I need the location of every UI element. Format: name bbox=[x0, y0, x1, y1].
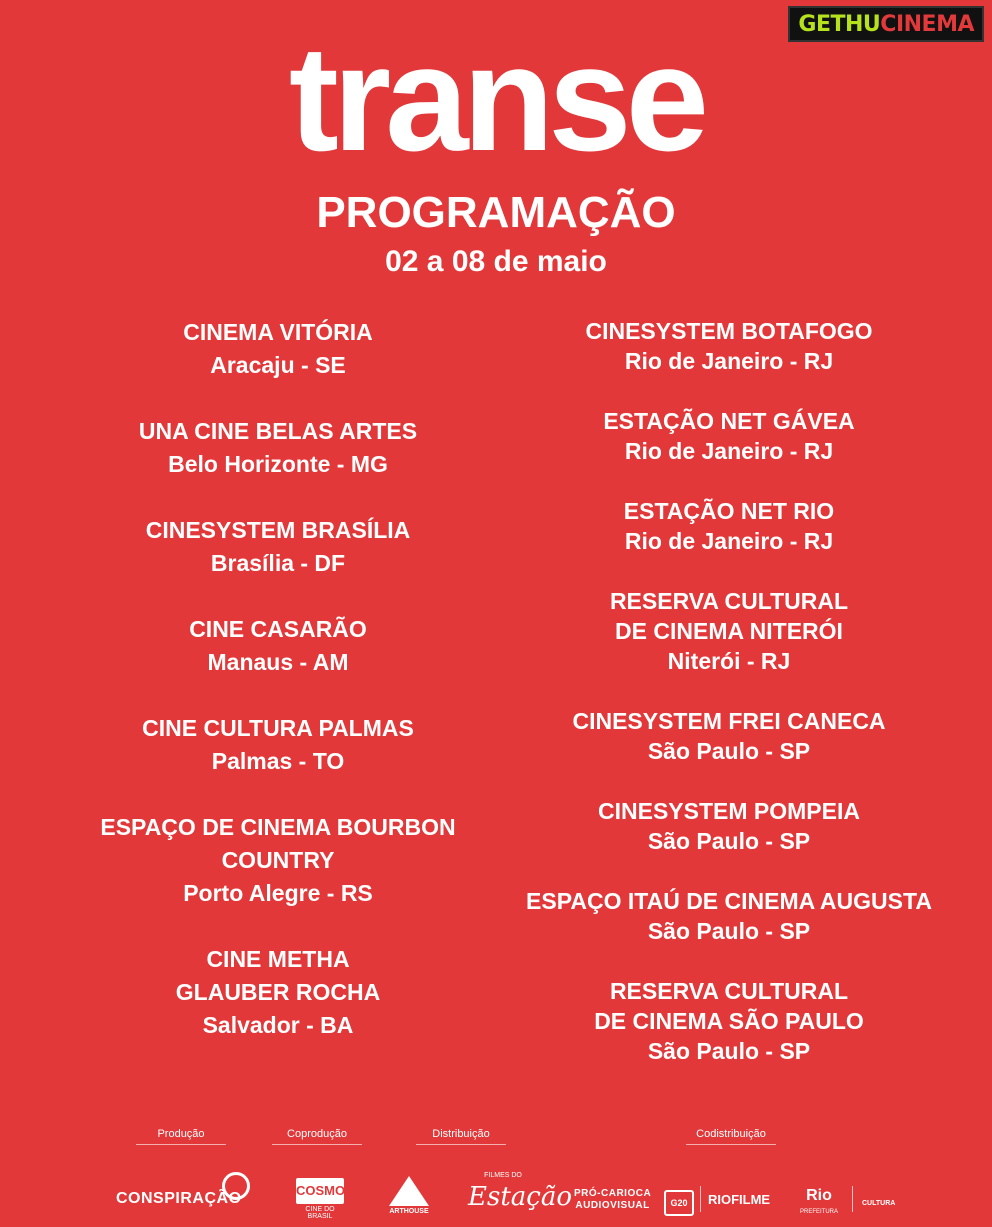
venue-city: Rio de Janeiro - RJ bbox=[624, 438, 834, 464]
venue-name: CINESYSTEM BRASÍLIA bbox=[145, 517, 411, 543]
page-title: transe bbox=[288, 14, 704, 182]
conspiracao-logo: CONSPIRAÇÃO bbox=[116, 1190, 242, 1207]
venue-entry bbox=[60, 613, 496, 712]
estacao-logo-top: FILMES DO bbox=[484, 1172, 522, 1179]
rio-logo-subtitle: PREFEITURA bbox=[800, 1209, 839, 1215]
venue-city: Brasília - DF bbox=[210, 550, 346, 576]
venue-city: Rio de Janeiro - RJ bbox=[624, 348, 834, 374]
venue-name: ESTAÇÃO NET GÁVEA bbox=[603, 408, 855, 434]
venue-city: São Paulo - SP bbox=[647, 828, 811, 854]
venue-city: Rio de Janeiro - RJ bbox=[624, 528, 834, 554]
venue-name: ESPAÇO ITAÚ DE CINEMA AUGUSTA bbox=[526, 888, 932, 914]
venue-name: CINESYSTEM FREI CANECA bbox=[572, 708, 886, 734]
logo-divider bbox=[852, 1186, 853, 1212]
venue-city: Salvador - BA bbox=[202, 1012, 354, 1038]
venue-name-line2: COUNTRY bbox=[221, 847, 335, 873]
cosmo-logo: COSMO bbox=[296, 1178, 344, 1204]
venue-city: São Paulo - SP bbox=[647, 738, 811, 764]
cultura-logo: CULTURA bbox=[862, 1200, 896, 1207]
page-subtitle: PROGRAMAÇÃO bbox=[316, 188, 676, 237]
watermark-part2: CINEMA bbox=[880, 11, 974, 37]
watermark-part1: GETHU bbox=[798, 11, 881, 37]
rio-prefeitura-logo bbox=[800, 1188, 838, 1220]
venue-entry bbox=[500, 796, 958, 886]
venue-name: CINE CULTURA PALMAS bbox=[142, 715, 414, 741]
credit-label-distribuicao: Distribuição bbox=[416, 1128, 506, 1145]
venue-list-left bbox=[60, 316, 496, 1075]
procarioca-line1: PRÓ-CARIOCA bbox=[574, 1188, 652, 1199]
credit-label-codistribuicao: Codistribuição bbox=[686, 1128, 776, 1145]
venue-entry bbox=[500, 496, 958, 586]
riofilme-logo: RIOFILME bbox=[708, 1192, 771, 1207]
venue-entry bbox=[60, 712, 496, 811]
arthouse-logo: ARTHOUSE bbox=[389, 1208, 429, 1215]
procarioca-line2: AUDIOVISUAL bbox=[575, 1200, 650, 1211]
logo-divider bbox=[700, 1186, 701, 1212]
credit-label-producao: Produção bbox=[136, 1128, 226, 1145]
venue-city: Porto Alegre - RS bbox=[183, 880, 373, 906]
venue-name: CINESYSTEM BOTAFOGO bbox=[585, 318, 873, 344]
venue-name: CINE METHA bbox=[206, 946, 350, 972]
venue-entry bbox=[60, 316, 496, 415]
venue-city: Aracaju - SE bbox=[210, 352, 346, 378]
credits-strip bbox=[0, 1120, 992, 1227]
conspiracao-mark-icon bbox=[222, 1172, 250, 1200]
arthouse-mark-icon bbox=[389, 1176, 429, 1206]
rio-logo-text: Rio bbox=[806, 1187, 832, 1204]
procarioca-logo bbox=[574, 1188, 651, 1212]
venue-entry bbox=[60, 811, 496, 943]
venue-entry bbox=[60, 415, 496, 514]
venue-list-right bbox=[500, 316, 958, 1096]
venue-name-line2: DE CINEMA NITERÓI bbox=[615, 618, 843, 644]
venue-city: Niterói - RJ bbox=[667, 648, 791, 674]
venue-entry bbox=[500, 316, 958, 406]
venue-city: Manaus - AM bbox=[207, 649, 349, 675]
venue-entry bbox=[500, 586, 958, 706]
date-range: 02 a 08 de maio bbox=[385, 245, 607, 278]
venue-city: São Paulo - SP bbox=[647, 918, 811, 944]
venue-entry bbox=[500, 706, 958, 796]
venue-entry bbox=[500, 976, 958, 1096]
estacao-logo: Estação bbox=[468, 1182, 572, 1212]
venue-entry bbox=[500, 406, 958, 496]
g20-logo: G20 bbox=[664, 1190, 694, 1216]
venue-name: ESTAÇÃO NET RIO bbox=[623, 498, 835, 524]
credit-label-coproducao: Coprodução bbox=[272, 1128, 362, 1145]
cosmo-logo-subtitle: CINE DO BRASIL bbox=[305, 1206, 335, 1220]
venue-name: RESERVA CULTURAL bbox=[609, 978, 849, 1004]
venue-city: Palmas - TO bbox=[211, 748, 345, 774]
venue-entry bbox=[500, 886, 958, 976]
venue-name: CINE CASARÃO bbox=[189, 616, 367, 642]
venue-name: UNA CINE BELAS ARTES bbox=[138, 418, 418, 444]
venue-name: CINEMA VITÓRIA bbox=[183, 319, 373, 345]
venue-name-line2: DE CINEMA SÃO PAULO bbox=[594, 1008, 864, 1034]
venue-city: Belo Horizonte - MG bbox=[168, 451, 388, 477]
venue-entry bbox=[60, 514, 496, 613]
venue-name: ESPAÇO DE CINEMA BOURBON bbox=[100, 814, 456, 840]
venue-city: São Paulo - SP bbox=[647, 1038, 811, 1064]
venue-name-line2: GLAUBER ROCHA bbox=[175, 979, 381, 1005]
venue-name: CINESYSTEM POMPEIA bbox=[598, 798, 860, 824]
venue-entry bbox=[60, 943, 496, 1075]
venue-name: RESERVA CULTURAL bbox=[609, 588, 849, 614]
